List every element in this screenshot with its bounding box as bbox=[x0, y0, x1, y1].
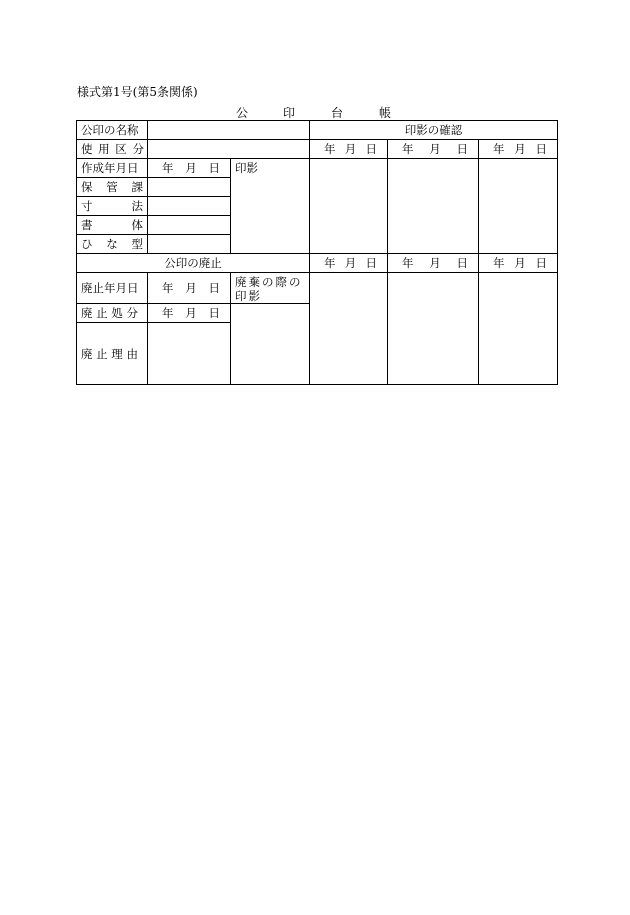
title-char-1: 公 bbox=[236, 106, 249, 120]
abolition-section-label: 公印の廃止 bbox=[77, 254, 310, 273]
confirm-impression-2 bbox=[388, 159, 479, 254]
seal-ledger-table bbox=[76, 120, 558, 385]
seal-confirm-label: 印影の確認 bbox=[310, 121, 558, 140]
usage-category-label: 使 用 区 分 bbox=[77, 140, 148, 159]
model-value bbox=[148, 235, 231, 254]
row-usage-category bbox=[77, 140, 558, 159]
dimension-label: 寸 法 bbox=[77, 197, 148, 216]
custody-label: 保 管 課 bbox=[77, 178, 148, 197]
abolition-impression-2 bbox=[388, 273, 479, 385]
disposal-impression-value bbox=[231, 304, 310, 385]
typeface-value bbox=[148, 216, 231, 235]
confirm-date-1: 年 月 日 bbox=[310, 140, 388, 159]
abolition-date-label: 廃止年月日 bbox=[77, 273, 148, 304]
abolition-confirm-date-3: 年 月 日 bbox=[479, 254, 558, 273]
abolition-date-value: 年 月 日 bbox=[148, 273, 231, 304]
abolition-impression-3 bbox=[479, 273, 558, 385]
title-char-4: 帳 bbox=[379, 106, 392, 120]
confirm-impression-3 bbox=[479, 159, 558, 254]
seal-name-value bbox=[148, 121, 310, 140]
form-number-label: 様式第1号(第5条関係) bbox=[77, 85, 198, 99]
dimension-value bbox=[148, 197, 231, 216]
confirm-date-2: 年 月 日 bbox=[388, 140, 479, 159]
abolition-confirm-date-1: 年 月 日 bbox=[310, 254, 388, 273]
created-date-label: 作成年月日 bbox=[77, 159, 148, 178]
abolition-confirm-date-2: 年 月 日 bbox=[388, 254, 479, 273]
row-abolition-section bbox=[77, 254, 558, 273]
title-char-2: 印 bbox=[283, 106, 296, 120]
confirm-date-3: 年 月 日 bbox=[479, 140, 558, 159]
abolition-disposal-value: 年 月 日 bbox=[148, 304, 231, 323]
confirm-impression-1 bbox=[310, 159, 388, 254]
row-abolition-date bbox=[77, 273, 558, 304]
impression-cell: 印影 bbox=[231, 159, 310, 254]
created-date-value: 年 月 日 bbox=[148, 159, 231, 178]
seal-name-label: 公印の名称 bbox=[77, 121, 148, 140]
row-seal-name bbox=[77, 121, 558, 140]
model-label: ひ な 型 bbox=[77, 235, 148, 254]
ledger-title bbox=[236, 104, 399, 121]
abolition-disposal-label: 廃 止 処 分 bbox=[77, 304, 148, 323]
title-char-3: 台 bbox=[331, 106, 344, 120]
typeface-label: 書 体 bbox=[77, 216, 148, 235]
abolition-reason-value bbox=[148, 323, 231, 385]
disposal-impression-label: 廃棄の際の印影 bbox=[231, 273, 310, 304]
row-created-date bbox=[77, 159, 558, 178]
abolition-reason-label: 廃 止 理 由 bbox=[77, 323, 148, 385]
custody-value bbox=[148, 178, 231, 197]
usage-category-value bbox=[148, 140, 310, 159]
abolition-impression-1 bbox=[310, 273, 388, 385]
